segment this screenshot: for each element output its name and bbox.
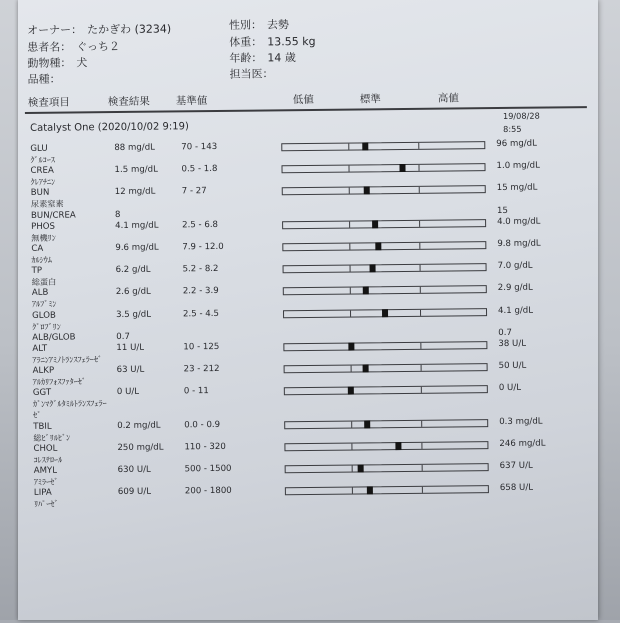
range-bar-low-section bbox=[281, 144, 348, 151]
range-bar bbox=[284, 441, 488, 451]
test-previous-result: 246 mg/dL bbox=[499, 438, 546, 449]
patient-value: ぐっち２ bbox=[76, 39, 121, 54]
test-previous-result: 4.1 g/dL bbox=[497, 305, 534, 316]
range-marker bbox=[362, 142, 368, 150]
test-result: 630 U/L bbox=[117, 464, 151, 475]
test-code: GLU bbox=[30, 143, 48, 154]
range-bar-low-section bbox=[283, 310, 350, 317]
range-bar-high-section bbox=[422, 464, 489, 471]
test-previous-result: 38 U/L bbox=[498, 338, 527, 349]
range-marker bbox=[363, 187, 369, 195]
range-bar bbox=[282, 241, 486, 251]
test-reference: 2.5 - 6.8 bbox=[182, 219, 219, 231]
test-previous-result: 2.9 g/dL bbox=[497, 282, 533, 294]
patient-label: 患者名： bbox=[27, 40, 72, 54]
test-result: 0 U/L bbox=[116, 386, 140, 398]
range-bar-low-section bbox=[284, 421, 351, 428]
range-bar bbox=[281, 141, 485, 151]
range-bar-low-section bbox=[282, 243, 349, 250]
test-reference: 0 - 11 bbox=[183, 386, 209, 397]
test-reference: 70 - 143 bbox=[181, 141, 218, 153]
test-reference: 23 - 212 bbox=[183, 363, 220, 375]
owner-label: オーナー： bbox=[26, 23, 83, 37]
test-code: LIPA bbox=[33, 487, 52, 498]
instrument-run-label: Catalyst One (2020/10/02 9:19) bbox=[30, 121, 189, 134]
test-row bbox=[1, 416, 620, 443]
range-bar-high-section bbox=[420, 342, 487, 349]
test-previous-result: 96 mg/dL bbox=[496, 138, 537, 150]
species-value: 犬 bbox=[76, 56, 88, 70]
column-header-reference: 基準値 bbox=[175, 95, 208, 108]
test-reference: 500 - 1500 bbox=[184, 463, 232, 475]
test-code: TBIL bbox=[33, 421, 52, 432]
range-bar-high-section bbox=[420, 286, 487, 293]
test-previous-result: 4.0 mg/dL bbox=[497, 216, 541, 227]
range-bar-normal-section bbox=[349, 187, 419, 194]
range-marker bbox=[375, 242, 381, 250]
test-name-ja: 無機ﾘﾝ bbox=[31, 232, 56, 243]
test-name-ja: 総蛋白 bbox=[31, 276, 57, 288]
test-name-ja: 尿素窒素 bbox=[30, 199, 64, 210]
range-bar-low-section bbox=[285, 488, 352, 495]
range-marker bbox=[399, 164, 405, 172]
test-result: 9.6 mg/dL bbox=[115, 242, 159, 253]
doctor-label: 担当医： bbox=[229, 67, 274, 81]
range-bar-high-section bbox=[421, 420, 488, 427]
test-previous-result: 15 mg/dL bbox=[496, 183, 538, 194]
sex-value: 去勢 bbox=[266, 18, 290, 32]
test-row bbox=[2, 460, 620, 487]
range-bar-high-section bbox=[418, 142, 485, 149]
sex-label: 性別： bbox=[228, 18, 263, 32]
test-result: 8 bbox=[114, 209, 121, 220]
test-previous-result: 658 U/L bbox=[499, 482, 534, 494]
test-reference: 2.2 - 3.9 bbox=[182, 286, 219, 297]
range-bar-low-section bbox=[284, 388, 351, 395]
range-bar bbox=[281, 163, 485, 173]
test-reference: 7.9 - 12.0 bbox=[182, 241, 224, 253]
range-bar-high-section bbox=[418, 164, 485, 171]
test-code: CREA bbox=[30, 165, 54, 177]
range-bar bbox=[284, 363, 488, 373]
test-reference: 10 - 125 bbox=[183, 341, 220, 353]
test-row bbox=[0, 238, 619, 265]
range-bar-normal-section bbox=[351, 443, 421, 450]
test-code: ALKP bbox=[32, 365, 55, 376]
test-code: GGT bbox=[32, 387, 52, 399]
test-code: PHOS bbox=[31, 221, 56, 232]
test-code: CA bbox=[31, 243, 44, 254]
range-bar-low-section bbox=[283, 266, 350, 273]
test-row bbox=[2, 482, 620, 510]
range-marker bbox=[363, 287, 369, 295]
test-result: 88 mg/dL bbox=[114, 142, 155, 154]
range-marker bbox=[395, 442, 401, 450]
test-result: 1.5 mg/dL bbox=[114, 164, 158, 176]
test-result: 4.1 mg/dL bbox=[115, 220, 159, 231]
range-bar-low-section bbox=[284, 443, 351, 450]
range-bar-normal-section bbox=[351, 365, 421, 372]
range-bar bbox=[285, 485, 489, 495]
test-name-ja: ｸﾞﾙｺｰｽ bbox=[30, 154, 56, 166]
range-bar-low-section bbox=[283, 288, 350, 295]
test-row bbox=[0, 305, 620, 332]
previous-run-date: 19/08/28 bbox=[502, 110, 540, 121]
test-name-ja: 総ﾋﾞﾘﾙﾋﾞﾝ bbox=[33, 432, 71, 443]
test-result: 6.2 g/dL bbox=[115, 264, 151, 276]
test-code: ALB bbox=[31, 288, 49, 299]
owner-value: たかぎわ (3234) bbox=[86, 22, 172, 37]
range-marker bbox=[348, 342, 354, 350]
range-bar bbox=[283, 263, 487, 273]
test-previous-result: 0 U/L bbox=[498, 382, 522, 394]
test-previous-result: 7.0 g/dL bbox=[497, 260, 533, 272]
test-previous-result: 1.0 mg/dL bbox=[496, 160, 540, 172]
test-result: 609 U/L bbox=[117, 486, 152, 498]
test-name-ja: ｸﾞﾛﾌﾞﾘﾝ bbox=[32, 321, 61, 332]
range-bar-high-section bbox=[419, 242, 486, 249]
range-bar-normal-section bbox=[349, 221, 419, 228]
test-code: TP bbox=[31, 265, 43, 277]
test-row bbox=[0, 183, 619, 210]
range-bar-normal-section bbox=[351, 420, 421, 427]
weight-value: 13.55 kg bbox=[267, 34, 316, 49]
test-result: 11 U/L bbox=[116, 342, 145, 353]
test-result: 12 mg/dL bbox=[114, 187, 156, 198]
column-header-low: 低値 bbox=[292, 93, 314, 107]
range-bar-low-section bbox=[284, 366, 351, 373]
test-name-ja: ﾘﾊﾟｰｾﾞ bbox=[33, 498, 59, 510]
test-result: 250 mg/dL bbox=[117, 442, 164, 453]
test-result: 0.2 mg/dL bbox=[117, 420, 161, 431]
range-marker bbox=[364, 420, 370, 428]
column-header-normal: 標準 bbox=[359, 93, 381, 106]
range-bar-normal-section bbox=[352, 487, 422, 494]
test-reference: 5.2 - 8.2 bbox=[182, 264, 219, 275]
range-bar-normal-section bbox=[350, 265, 420, 272]
column-header-result: 検査結果 bbox=[107, 95, 150, 109]
range-bar-normal-section bbox=[350, 287, 420, 294]
range-marker bbox=[382, 309, 388, 317]
range-marker bbox=[348, 387, 354, 395]
test-previous-result: 9.8 mg/dL bbox=[497, 238, 541, 249]
range-bar-low-section bbox=[285, 465, 352, 472]
range-bar-low-section bbox=[282, 221, 349, 228]
range-bar-high-section bbox=[419, 187, 486, 194]
test-code: CHOL bbox=[33, 443, 58, 454]
test-code: ALB/GLOB bbox=[32, 332, 76, 343]
test-previous-result: 637 U/L bbox=[499, 460, 533, 471]
range-bar-low-section bbox=[283, 343, 350, 350]
species-label: 動物種： bbox=[27, 56, 72, 70]
range-bar-normal-section bbox=[350, 343, 420, 350]
test-previous-result: 0.3 mg/dL bbox=[499, 416, 543, 427]
test-code: BUN/CREA bbox=[30, 210, 76, 221]
range-bar-normal-section bbox=[348, 143, 418, 150]
test-reference: 0.0 - 0.9 bbox=[184, 419, 221, 430]
test-reference: 0.5 - 1.8 bbox=[181, 164, 218, 175]
test-name-ja: ｱﾐﾗｰｾﾞ bbox=[33, 476, 59, 487]
test-name-ja: ｱﾙﾌﾞﾐﾝ bbox=[31, 299, 57, 310]
range-bar-high-section bbox=[419, 220, 486, 227]
test-name-ja: ｶﾙｼｳﾑ bbox=[31, 254, 52, 265]
range-marker bbox=[372, 220, 378, 228]
range-bar-normal-section bbox=[349, 243, 419, 250]
column-header-test-item: 検査項目 bbox=[27, 96, 70, 109]
range-bar-high-section bbox=[420, 309, 487, 316]
range-marker bbox=[370, 264, 376, 272]
range-bar bbox=[282, 186, 486, 196]
range-bar bbox=[285, 463, 489, 473]
range-bar-low-section bbox=[281, 166, 348, 173]
column-header-high: 高値 bbox=[437, 92, 459, 105]
test-result: 2.6 g/dL bbox=[115, 286, 151, 298]
age-value: 14 歳 bbox=[267, 51, 296, 65]
test-name-ja: ｾﾞ bbox=[33, 410, 42, 421]
age-label: 年齢： bbox=[229, 51, 263, 65]
test-row bbox=[1, 438, 620, 465]
range-bar bbox=[282, 219, 486, 229]
range-bar bbox=[284, 419, 488, 429]
test-reference: 110 - 320 bbox=[184, 441, 226, 453]
test-name-ja: ｱﾙｶﾘﾌｫｽﾌｧﾀｰｾﾞ bbox=[32, 376, 87, 388]
test-name-ja: ｸﾚｱﾁﾆﾝ bbox=[30, 176, 56, 188]
test-code: AMYL bbox=[33, 465, 58, 476]
test-previous-result: 0.7 bbox=[498, 327, 512, 338]
breed-label: 品種： bbox=[27, 72, 61, 86]
range-bar-high-section bbox=[421, 442, 488, 449]
range-marker bbox=[358, 464, 364, 472]
weight-label: 体重： bbox=[229, 35, 263, 49]
range-bar bbox=[283, 341, 487, 351]
test-result: 3.5 g/dL bbox=[115, 309, 152, 320]
test-code: ALT bbox=[32, 343, 48, 354]
range-bar-low-section bbox=[282, 188, 349, 195]
range-marker bbox=[367, 486, 373, 494]
test-code: GLOB bbox=[31, 310, 56, 321]
range-bar bbox=[284, 385, 488, 395]
test-code: BUN bbox=[30, 188, 50, 199]
range-bar-high-section bbox=[420, 264, 487, 271]
test-result: 63 U/L bbox=[116, 364, 145, 376]
test-name-ja: ｺﾚｽﾃﾛｰﾙ bbox=[33, 454, 63, 465]
range-bar bbox=[283, 308, 487, 318]
range-bar-high-section bbox=[422, 486, 489, 493]
test-result: 0.7 bbox=[116, 331, 130, 342]
range-bar-normal-section bbox=[351, 387, 421, 394]
previous-run-time: 8:55 bbox=[503, 123, 522, 134]
test-reference: 2.5 - 4.5 bbox=[182, 308, 219, 319]
test-name-ja: ｶﾞﾝﾏｸﾞﾙﾀﾐﾙﾄﾗﾝｽﾌｪﾗｰ bbox=[32, 398, 107, 410]
range-bar-normal-section bbox=[348, 165, 418, 172]
range-bar-high-section bbox=[421, 386, 488, 393]
range-bar bbox=[283, 285, 487, 295]
test-reference: 200 - 1800 bbox=[184, 485, 232, 497]
test-name-ja: ｱﾗﾆﾝｱﾐﾉﾄﾗﾝｽﾌｪﾗｰｾﾞ bbox=[32, 354, 103, 365]
test-reference: 7 - 27 bbox=[181, 186, 207, 197]
test-previous-result: 15 bbox=[496, 205, 508, 216]
range-bar-high-section bbox=[421, 364, 488, 371]
range-marker bbox=[362, 364, 368, 372]
test-previous-result: 50 U/L bbox=[498, 360, 527, 372]
